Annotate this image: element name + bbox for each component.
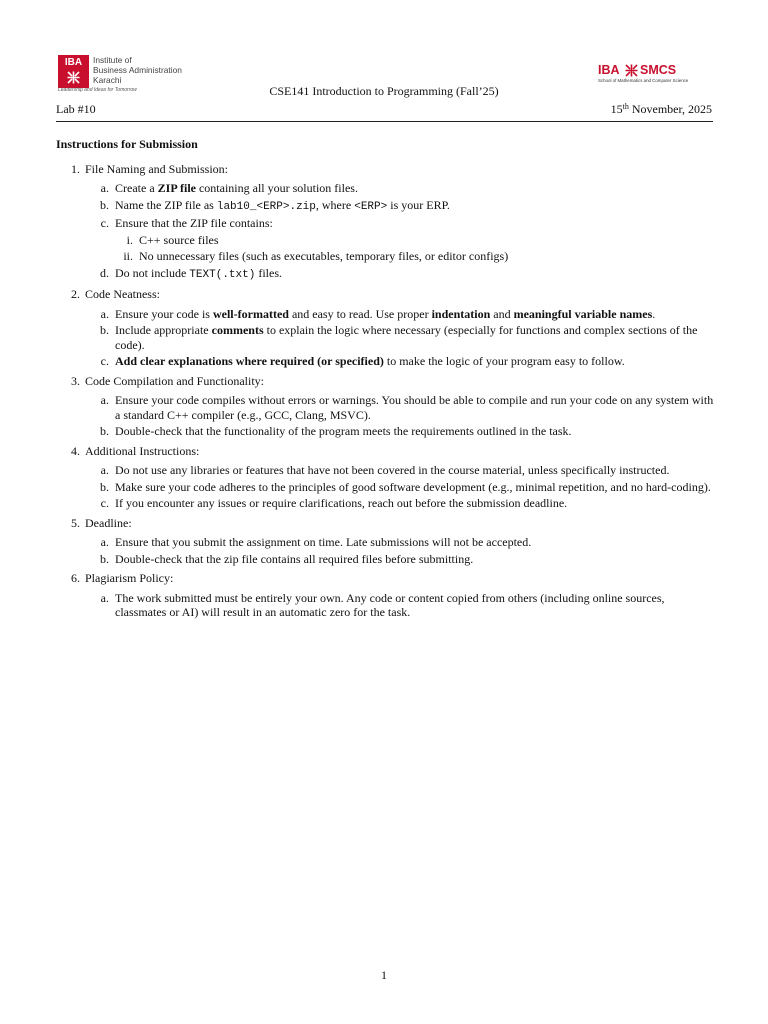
emphasis-text: indentation: [431, 306, 491, 321]
sub-item: [56, 393, 714, 422]
instruction-item: [56, 162, 714, 177]
sub-item-text: Do not include: [115, 265, 190, 280]
iba-emblem-icon: [67, 71, 80, 84]
sub-item-letter: b.: [100, 424, 109, 438]
sub-item-letter: b.: [100, 551, 109, 566]
iba-tagline: Leadership and Ideas for Tomorrow: [58, 87, 137, 93]
item-number: 3.: [71, 373, 80, 388]
page-number: 1: [381, 968, 387, 982]
emphasis-text: Add clear explanations where required (or specified): [115, 354, 384, 368]
sub-sub-item-text: No unnecessary files (such as executables, temporary files, or editor configs): [139, 249, 509, 263]
sub-item: [56, 198, 714, 215]
date-day: 15: [610, 102, 623, 116]
sub-item-letter: a.: [100, 306, 109, 321]
sub-item-text: If you encounter any issues or require clarifications, reach out before the submission deadline.: [115, 496, 568, 510]
sub-item-letter: c.: [100, 216, 109, 230]
instruction-list: [56, 162, 714, 620]
instructions-content: [56, 137, 714, 622]
sub-item: [56, 323, 714, 352]
iba-badge-text: IBA: [64, 57, 83, 68]
sub-item: [56, 591, 714, 620]
lab-number: Lab #10: [56, 102, 96, 116]
instruction-item: [56, 516, 714, 531]
sub-item: [56, 424, 714, 439]
sub-item-text: Name the ZIP file as: [115, 197, 217, 212]
sub-item-text: Create a: [115, 181, 158, 195]
iba-line-3: Karachi: [93, 75, 122, 85]
sub-item-text: to make the logic of your program easy to follow.: [383, 354, 625, 368]
item-number: 5.: [71, 515, 80, 530]
lab-date: [611, 102, 712, 117]
iba-line-2: Business Administration: [93, 65, 182, 75]
sub-item-letter: b.: [100, 197, 109, 212]
sub-item: [56, 216, 714, 231]
sub-item-text: Double-check that the functionality of the program meets the requirements outlined in the task.: [115, 424, 572, 438]
sub-item: [56, 496, 714, 511]
sub-item-text: Include appropriate: [115, 323, 212, 337]
emphasis-text: meaningful variable names: [513, 306, 653, 321]
sub-item-text: Do not use any libraries or features that have not been covered in the course material, unless specifically instructed.: [115, 463, 670, 477]
code-text: lab10_<ERP>.zip: [216, 200, 316, 213]
sub-item-text: Double-check that the zip file contains all required files before submitting.: [115, 551, 474, 566]
sub-item-text: and easy to read. Use proper: [288, 306, 432, 321]
item-title: Code Neatness:: [85, 287, 160, 301]
item-title: Deadline:: [85, 515, 132, 530]
sub-sub-item-numeral: ii.: [123, 249, 133, 263]
course-title: CSE141 Introduction to Programming (Fall’25): [269, 84, 499, 98]
sub-item-text: Ensure your code is: [115, 306, 213, 321]
sub-item: [56, 266, 714, 283]
item-title: Plagiarism Policy:: [85, 571, 174, 585]
emphasis-text: ZIP file: [157, 181, 196, 195]
sub-sub-item-numeral: i.: [126, 232, 133, 247]
sub-item-text: is your ERP.: [387, 197, 450, 212]
sub-item-text: The work submitted must be entirely your own. Any code or content copied from others (including online sources, classmates or AI) will result in an automatic zero for the task.: [115, 590, 665, 619]
sub-item: [56, 181, 714, 196]
sub-item-letter: b.: [100, 323, 109, 337]
sub-item: [56, 463, 714, 478]
item-number: 6.: [71, 571, 80, 585]
sub-item-text: Make sure your code adheres to the principles of good software development (e.g., minimal repetition, and no hard-coding).: [115, 479, 711, 494]
sub-item-text: Ensure that you submit the assignment on time. Late submissions will not be accepted.: [115, 535, 532, 549]
sub-item-letter: c.: [100, 354, 109, 368]
header-rule: [56, 121, 713, 122]
sub-item-text: containing all your solution files.: [195, 181, 358, 195]
smcs-logo-right-word: SMCS: [640, 63, 677, 77]
instruction-item: [56, 374, 714, 389]
sub-item-text: .: [652, 306, 656, 321]
sub-item: [56, 307, 714, 322]
sub-item-letter: a.: [100, 590, 109, 605]
sub-item-text: and: [490, 306, 514, 321]
iba-smcs-logo: [598, 64, 708, 86]
code-text: TEXT(.txt): [189, 268, 256, 281]
item-title: Code Compilation and Functionality:: [85, 373, 264, 388]
sub-item: [56, 480, 714, 495]
sub-sub-item: [56, 249, 714, 264]
smcs-logo-left-word: IBA: [598, 63, 620, 77]
sub-item: [56, 535, 714, 550]
instruction-item: [56, 287, 714, 302]
date-rest: November, 2025: [628, 102, 712, 116]
sub-item-text: files.: [255, 265, 283, 280]
sub-item-text: , where: [315, 197, 355, 212]
sub-item-letter: a.: [100, 463, 109, 477]
sub-item-text: to explain the logic where necessary (especially for functions and complex sections of the code).: [115, 323, 698, 352]
sub-item: [56, 552, 714, 567]
sub-sub-item: [56, 233, 714, 248]
sub-item-text: Ensure your code compiles without errors or warnings. You should be able to compile and run your code on any system with a standard C++ compiler (e.g., GCC, Clang, MSVC).: [115, 393, 714, 422]
emphasis-text: well-formatted: [212, 306, 289, 321]
item-number: 1.: [71, 161, 80, 176]
item-number: 2.: [71, 287, 80, 301]
smcs-subtitle: School of Mathematics and Computer Science: [598, 78, 689, 83]
sub-item: [56, 354, 714, 369]
sub-item-letter: d.: [100, 265, 109, 280]
sub-item-letter: c.: [100, 496, 109, 510]
sub-item-letter: a.: [100, 181, 109, 195]
sub-item-letter: a.: [100, 393, 109, 407]
iba-name: [93, 55, 182, 85]
sub-item-letter: a.: [100, 535, 109, 549]
section-heading: Instructions for Submission: [56, 137, 198, 151]
iba-line-1: Institute of: [93, 55, 132, 65]
instruction-item: [56, 444, 714, 459]
instruction-item: [56, 571, 714, 586]
item-number: 4.: [71, 443, 80, 458]
date-suffix: th: [622, 102, 629, 111]
emphasis-text: comments: [211, 323, 264, 337]
sub-item-letter: b.: [100, 479, 109, 494]
sub-item-text: Ensure that the ZIP file contains:: [115, 216, 273, 230]
item-title: Additional Instructions:: [85, 443, 200, 458]
smcs-emblem-icon: [625, 64, 638, 77]
code-text: <ERP>: [354, 200, 388, 213]
sub-sub-item-text: C++ source files: [139, 232, 219, 247]
item-title: File Naming and Submission:: [85, 161, 229, 176]
